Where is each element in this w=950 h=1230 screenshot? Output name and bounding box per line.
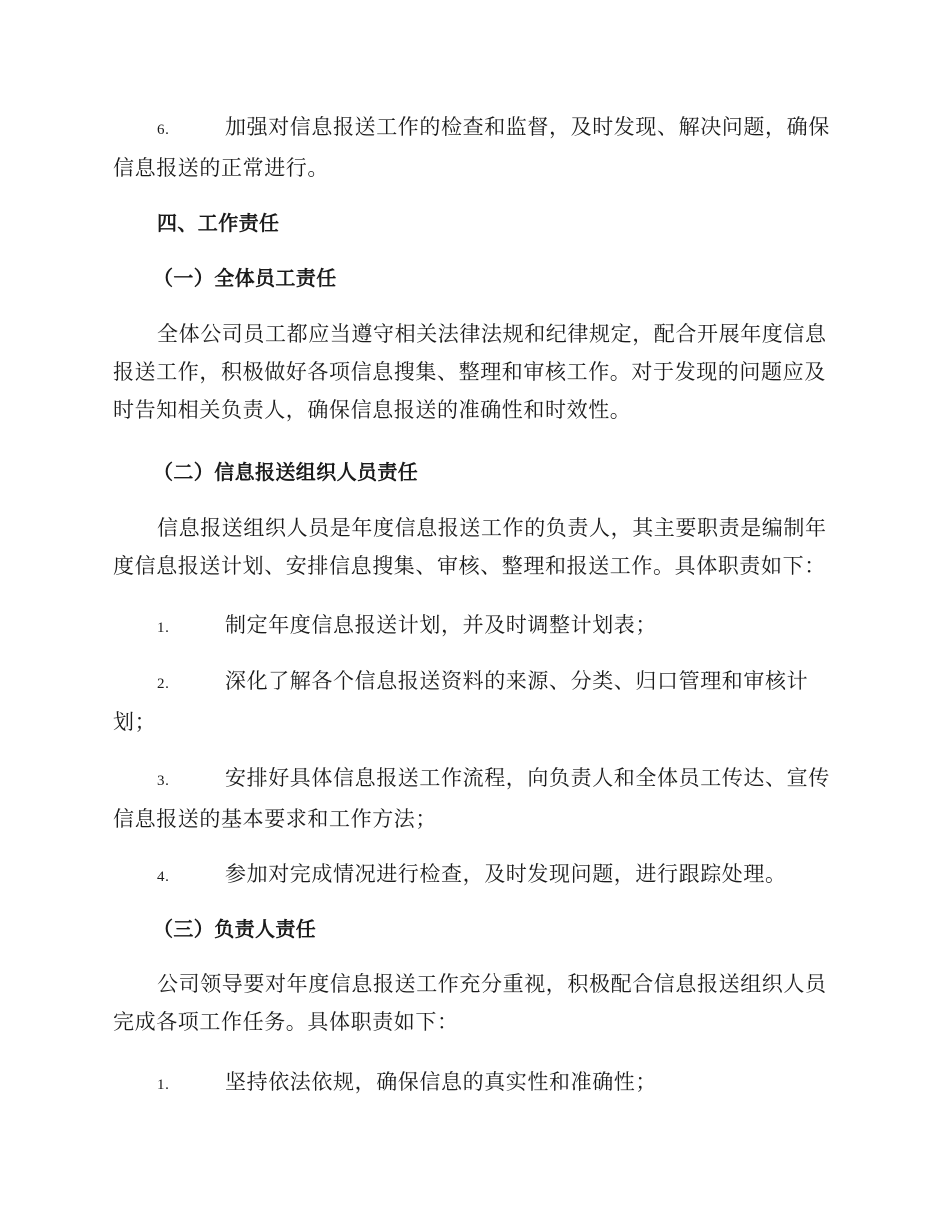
list-item-text: 参加对完成情况进行检查，及时发现问题，进行跟踪处理。 [225, 862, 787, 886]
list-item-text: 安排好具体信息报送工作流程，向负责人和全体员工传达、宣传信息报送的基本要求和工作方法； [113, 766, 830, 831]
list-item [113, 855, 835, 896]
list-item-text: 深化了解各个信息报送资料的来源、分类、归口管理和审核计划； [113, 669, 809, 734]
list-item-text: 坚持依法依规，确保信息的真实性和准确性； [225, 1070, 657, 1094]
paragraph-organizer-responsibility: 信息报送组织人员是年度信息报送工作的负责人，其主要职责是编制年度信息报送计划、安排信息搜集、审核、整理和报送工作。具体职责如下： [113, 516, 827, 578]
list-item-number: 4. [157, 869, 170, 885]
subsection-heading-1: （一）全体员工责任 [153, 266, 337, 290]
list-item [113, 606, 835, 647]
subsection-heading-3: （三）负责人责任 [153, 917, 317, 941]
list-item-number: 2. [157, 676, 170, 692]
list-item-text: 加强对信息报送工作的检查和监督，及时发现、解决问题，确保信息报送的正常进行。 [113, 115, 830, 180]
list-item-text: 制定年度信息报送计划，并及时调整计划表； [225, 613, 657, 637]
list-item-number: 6. [157, 122, 170, 138]
list-item-number: 1. [157, 1077, 170, 1093]
list-item [113, 759, 835, 838]
list-item-6 [113, 108, 835, 187]
list-item [113, 662, 835, 741]
section-heading-4: 四、工作责任 [157, 211, 280, 235]
list-item-number: 3. [157, 773, 170, 789]
paragraph-leader-responsibility: 公司领导要对年度信息报送工作充分重视，积极配合信息报送组织人员完成各项工作任务。具体职责如下： [113, 972, 827, 1034]
subsection-heading-2: （二）信息报送组织人员责任 [153, 460, 419, 484]
list-item-number: 1. [157, 620, 170, 636]
paragraph-employee-responsibility: 全体公司员工都应当遵守相关法律法规和纪律规定，配合开展年度信息报送工作，积极做好各项信息搜集、整理和审核工作。对于发现的问题应及时告知相关负责人，确保信息报送的准确性和时效性。 [113, 322, 827, 422]
list-item [113, 1063, 835, 1104]
